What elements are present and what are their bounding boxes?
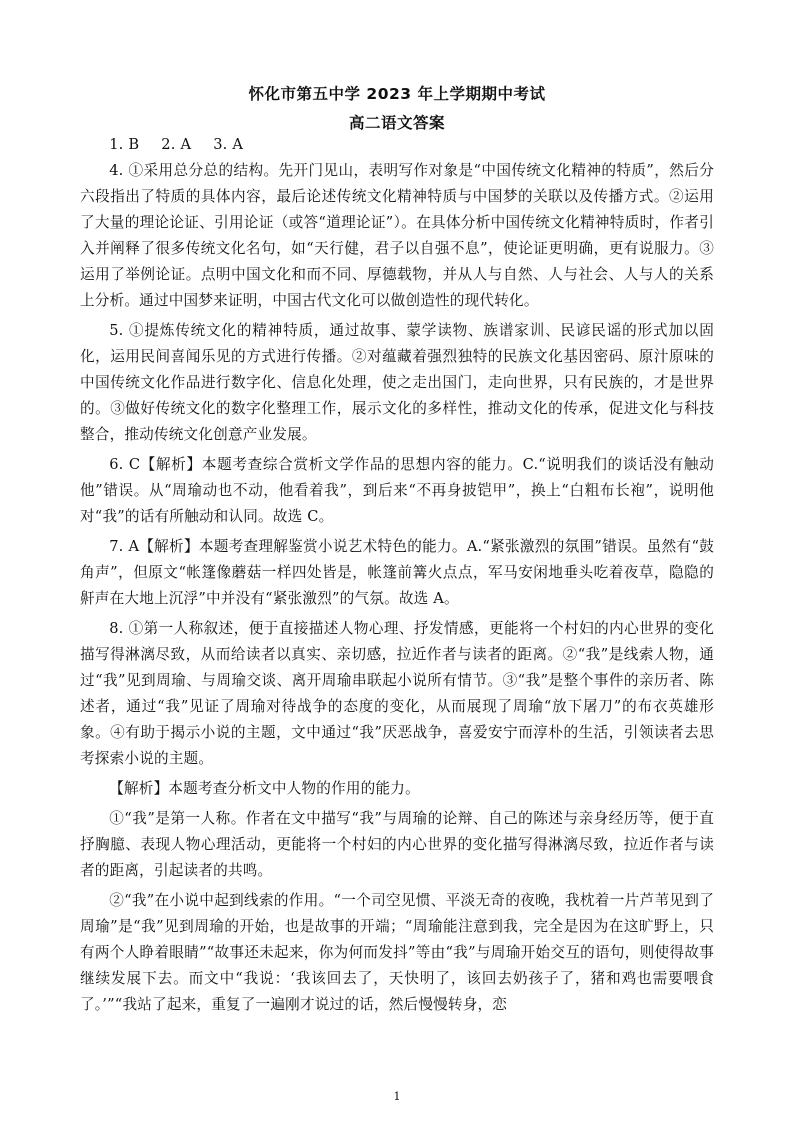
- analysis-point-2: ②“我”在小说中起到线索的作用。“一个司空见惯、平淡无奇的夜晚，我枕着一片芦苇见到了周瑜”是“我”见到周瑜的开始，也是故事的开端；“周瑜能注意到我，完全是因为在这旷野上，只有两个人睁着眼睛”“故事还未起来，你为何而发抖”等由“我”与周瑜开始交互的语句，则使得故事继续发展下去。而文中“我说：‘我该回去了，天快明了，该回去奶孩子了，猪和鸡也需要喂食了。’”“我站了起来，重复了一遍刚才说过的话，然后慢慢转身，恋: [80, 892, 714, 1013]
- multiple-choice-answers: [80, 132, 714, 158]
- answer-7: 7. A【解析】本题考查理解鉴赏小说艺术特色的能力。A.“紧张激烈的氛围”错误。虽然有“鼓角声”，但原文“帐篷像蘑菇一样四处皆是，帐篷前篝火点点，军马安闲地垂头吃着夜草，隐隐的鼾声在大地上沉浮”中并没有“紧张激烈”的气氛。故选 A。: [80, 538, 714, 607]
- answer-8: 8. ①第一人称叙述，便于直接描述人物心理、抒发情感，更能将一个村妇的内心世界的变化描写得淋漓尽致，从而给读者以真实、亲切感，拉近作者与读者的距离。②“我”是线索人物，通过“我”见到周瑜、与周瑜交谈、离开周瑜串联起小说所有情节。③“我”是整个事件的亲历者、陈述者，通过“我”见证了周瑜对待战争的态度的变化，从而展现了周瑜“放下屠刀”的布衣英雄形象。④有助于揭示小说的主题，文中通过“我”厌恶战争，喜爱安宁而淳朴的生活，引领读者去思考探索小说的主题。: [80, 620, 714, 767]
- analysis-point-1: ①“我”是第一人称。作者在文中描写“我”与周瑜的论辩、自己的陈述与亲身经历等，便于直抒胸臆、表现人物心理活动，更能将一个村妇的内心世界的变化描写得淋漓尽致，拉近作者与读者的距离，引起读者的共鸣。: [80, 810, 714, 879]
- answer-content: [80, 132, 714, 1018]
- exam-title: 怀化市第五中学 2023 年上学期期中考试: [248, 85, 546, 103]
- answer-4: 4. ①采用总分总的结构。先开门见山，表明写作对象是“中国传统文化精神的特质”，然后分六段指出了特质的具体内容，最后论述传统文化精神特质与中国梦的关联以及传播方式。②运用了大量的理论论证、引用论证（或答“道理论证”）。在具体分析中国传统文化精神特质时，作者引入并阐释了很多传统文化名句，如“天行健，君子以自强不息”，使论证更明确，更有说服力。③运用了举例论证。点明中国文化和而不同、厚德载物，并从人与自然、人与社会、人与人的关系上分析。通过中国梦来证明，中国古代文化可以做创造性的现代转化。: [80, 162, 714, 309]
- exam-subtitle: 高二语文答案: [348, 114, 445, 132]
- answer-2: 2. A: [161, 136, 192, 153]
- answer-6: 6. C【解析】本题考查综合赏析文学作品的思想内容的能力。C.“说明我们的谈话没有触动他”错误。从“周瑜动也不动，他看着我”，到后来“不再身披铠甲”，换上“白粗布长袍”，说明他对“我”的话有所触动和认同。故选 C。: [80, 456, 714, 525]
- page-number: 1: [393, 1090, 401, 1103]
- analysis-heading: 【解析】本题考查分析文中人物的作用的能力。: [109, 780, 420, 797]
- answer-5: 5. ①提炼传统文化的精神特质，通过故事、蒙学读物、族谱家训、民谚民谣的形式加以固化，运用民间喜闻乐见的方式进行传播。②对蕴藏着强烈独特的民族文化基因密码、原汁原味的中国传统文化作品进行数字化、信息化处理，使之走出国门，走向世界，只有民族的，才是世界的。③做好传统文化的数字化整理工作，展示文化的多样性，推动文化的传承，促进文化与科技整合，推动传统文化创意产业发展。: [80, 322, 714, 443]
- answer-3: 3. A: [213, 136, 244, 153]
- answer-1: 1. B: [109, 136, 140, 153]
